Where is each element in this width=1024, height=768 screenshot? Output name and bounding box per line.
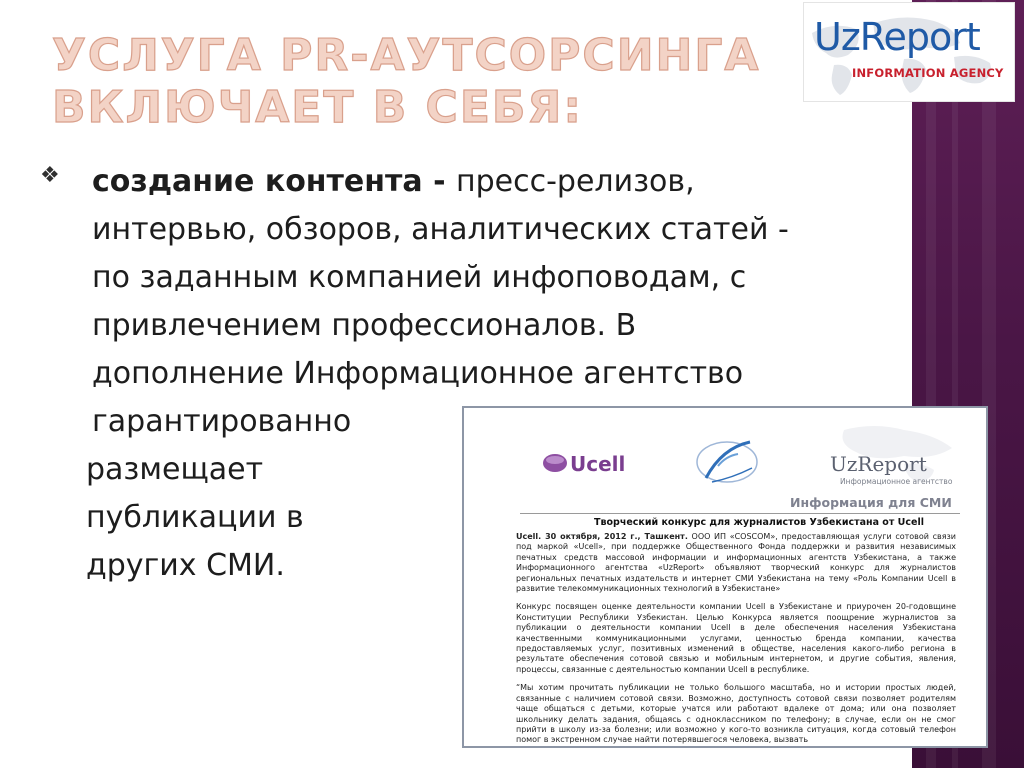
document-lead: Ucell. 30 октября, 2012 г., Ташкент. bbox=[516, 532, 688, 541]
bullet-first-line bbox=[92, 158, 922, 206]
document-heading: Творческий конкурс для журналистов Узбекистана от Ucell bbox=[594, 517, 924, 528]
bullet-paragraph bbox=[92, 158, 922, 446]
bullet-line: по заданным компанией инфоповодам, с bbox=[92, 260, 747, 295]
bullet-bold-term: создание контента - bbox=[92, 164, 456, 199]
bullet-line: интервью, обзоров, аналитических статей - bbox=[92, 212, 789, 247]
uzreport-document-sub: Информационное агентство bbox=[840, 477, 953, 486]
uzreport-logo-text: UzReport bbox=[814, 15, 980, 59]
slide-title-line-1: УСЛУГА PR-АУТСОРСИНГА bbox=[52, 30, 761, 81]
document-paragraph-1 bbox=[516, 532, 956, 594]
ucell-logo-text: Ucell bbox=[570, 452, 626, 476]
document-paragraph-2: Конкурс посвящен оценке деятельности компании Ucell в Узбекистане и приурочен 20-годовщине Конституции Республики Узбекистан. Целью Конкурса является поощрение журналистов за публикации о деятельности компании Ucell в деле обеспечения населения Узбекистана качественными коммуникационными услугами, ценностью бренда компании, качества предоставляемых услуг, позитивных изменений в обществе, населения какого-либо региона в результате обеспечения сотовой связью и мобильным интернетом, и другие события, явления, процессы, связанные с деятельностью компании Ucell в республике. bbox=[516, 602, 956, 674]
press-release-document bbox=[462, 406, 988, 748]
uzreport-logo-tagline: INFORMATION AGENCY bbox=[852, 66, 1004, 80]
bullet-line: привлечением профессионалов. В bbox=[92, 308, 637, 343]
ucell-logo-icon bbox=[542, 452, 568, 474]
slide-title-line-2: ВКЛЮЧАЕТ В СЕБЯ: bbox=[52, 82, 583, 133]
bullet-first-line-rest: пресс-релизов, bbox=[455, 164, 695, 199]
foundation-logo-icon bbox=[692, 438, 762, 486]
tail-line: публикации в bbox=[86, 500, 304, 535]
uzreport-document-logo: UzReport bbox=[830, 452, 927, 476]
document-divider bbox=[520, 513, 960, 514]
document-paragraph-1-text: ООО ИП «COSCOM», предоставляющая услуги сотовой связи под маркой «Ucell», при поддержке Общественного Фонда поддержки и развития независимых печатных средств массовой информации и информационных агентств Узбекистана, а также Информационного агентства «UzReport» объявляют творческий конкурс для журналистов региональных печатных издательств и интернет СМИ Узбекистана на тему «Роль Компании Ucell в развитие телекоммуникационных технологий в Узбекистане» bbox=[516, 532, 956, 594]
info-for-media-label: Информация для СМИ bbox=[790, 495, 952, 510]
bullet-line: гарантированно bbox=[92, 404, 352, 439]
tail-line: размещает bbox=[86, 452, 264, 487]
slide-title bbox=[52, 30, 772, 134]
bullet-line: дополнение Информационное агентство bbox=[92, 356, 744, 391]
bullet-diamond-icon: ❖ bbox=[40, 163, 60, 188]
document-paragraph-3: “Мы хотим прочитать публикации не только большого масштаба, но и истории простых людей, связанные с наличием сотовой связи. Возможно, доступность сотовой связи позволяет родителям чаще общаться с детьми, которые учатся или работают вдалеке от дома; или она позволяет школьнику делать задания, общаясь с одноклассником по телефону; в случае, если он не смог прийти в школу из-за болезни; или возможно у кого-то возникла ситуация, когда сотовый телефон помог в экстренном случае найти потерявшегося человека, вызвать bbox=[516, 683, 956, 745]
tail-line: других СМИ. bbox=[86, 548, 285, 583]
uzreport-logo bbox=[804, 3, 1014, 101]
document-body bbox=[516, 532, 956, 748]
